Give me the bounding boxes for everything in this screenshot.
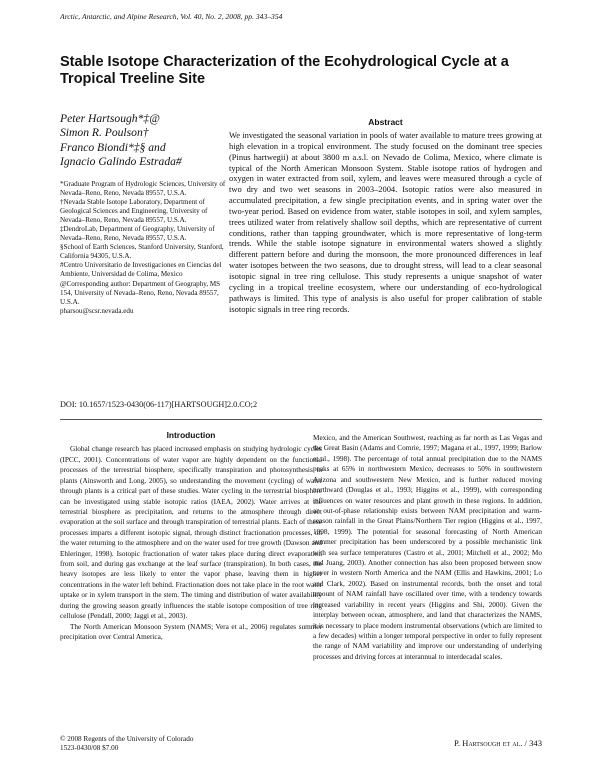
issn-line: 1523-0430/08 $7.00: [60, 743, 119, 752]
abstract-section: [229, 117, 542, 314]
footer-copyright: [60, 735, 193, 752]
copyright-line: © 2008 Regents of the University of Colorado: [60, 735, 194, 743]
journal-citation: Arctic, Antarctic, and Alpine Research, Vol. 40, No. 2, 2008, pp. 343–354: [60, 12, 283, 21]
page-number-label: P. Hartsough et al. / 343: [454, 738, 542, 748]
affiliation: *Graduate Program of Hydrologic Sciences, University of Nevada–Reno, Reno, Nevada 89557, U.S.A.: [60, 180, 226, 198]
affiliation: ‡DendroLab, Department of Geography, University of Nevada–Reno, Reno, Nevada 89557, U.S.A.: [60, 225, 215, 243]
affiliation-list: [60, 180, 226, 316]
doi-line: DOI: 10.1657/1523-0430(06-117)[HARTSOUGH]2.0.CO;2: [60, 400, 258, 409]
body-paragraph: Global change research has placed increased emphasis on studying hydrologic cycles (IPCC, 2001). Concentrations of water vapor are highly dependent on the functional processes of the terrestrial biosphere, specifically transpiration and photosynthesis in plants (Ainsworth and Long, 2005), so understanding the movement (cycling) of water through plants is a critical part of these studies. Water cycling in the terrestrial biosphere can be investigated using stable isotopic ratios (IAEA, 2002). Water arrives at the terrestrial biosphere as precipitation, and returns to the atmosphere through direct evaporation at the soil surface and through transpiration of terrestrial plants. Each of these processes imparts a different isotopic signal, through distinct fractionation processes, on the water returning to the atmosphere and on the water used for tree growth (Dawson and Ehleringer, 1998). Isotopic fractionation of water takes place during direct evaporation from soil, and during gas exchange at the leaf surface (transpiration). In both cases, the heavy isotopes are less likely to enter the vapor phase, leaving them in higher concentrations in the water left behind. Fractionation does not take place in the root water uptake or in xylem transport in the stem. The timing and distribution of water availability during the growing season greatly influences the stable isotope composition of tree ring cellulose (Pendall, 2000; Jaggi et al., 2003).: [60, 445, 322, 621]
body-paragraph: Mexico, and the American Southwest, reaching as far north as Las Vegas and the Great Basin (Adams and Comrie, 1997; Magana et al., 1997, 1999; Barlow et al., 1998). The percentage of total annual precipitation due to the NAMS peaks at 65% in northwestern Mexico, decreases to 50% in southwestern Arizona and southwestern New Mexico, and is further reduced moving northward (Douglas et al., 1993; Higgins et al., 1999), with corresponding influences on water resources and plant growth in these regions. In addition, an out-of-phase relationship exists between NAM precipitation and warm-season rainfall in the Great Plains/Northern Tier region (Higgins et al., 1997, 1998, 1999). The potential for seasonal forecasting of North American summer precipitation has been underscored by a possible mechanistic link with sea surface temperatures (Castro et al., 2001; Mitchell et al., 2002; Mo and Juang, 2003). Another connection has also been proposed between snow cover in western North America and the NAM (Ellis and Hawkins, 2001; Lo and Clark, 2002). Based on instrumental records, both the onset and total amount of NAM rainfall have oscillated over time, with a tendency towards increased variability in recent years (Higgins and Shi, 2000). Given the interplay between ocean, atmosphere, and land that characterizes the NAMS, it is necessary to place modern instrumental observations (which are limited to a few decades) within a longer temporal perspective in order to fully represent the range of NAM variability and improve our understanding of underlying processes and driving forces at interannual to interdecadal scales.: [313, 434, 542, 661]
affiliation: §School of Earth Sciences, Stanford University, Stanford, California 94305, U.S.A.: [60, 243, 224, 261]
left-column: [60, 430, 322, 642]
introduction-heading: Introduction: [166, 430, 216, 440]
author-name: Peter Hartsough*‡@: [60, 112, 160, 125]
abstract-body: We investigated the seasonal variation in pools of water available to mature trees growing at high elevation in a tropical environment. The study focused on the dominant tree species (Pinus hartwegii) at about 3800 m a.s.l. on Nevado de Colima, Mexico, where climate is typical of the North American Monsoon System. Stable isotope ratios of hydrogen and oxygen in water extracted from soil, xylem, and leaves were measured through a cycle of two dry and two wet seasons in 2003–2004. Isotopic ratios were also measured in accumulated precipitation, a few single precipitation events, and in spring water over the two-year period. Based on evidence from water, stable isotopes in soil, and xylem samples, trees utilized water from relatively shallow soil depths, which are representative of current conditions, rather than tapping groundwater, which is more representative of long-term trends. While the stable isotope signature in environmental waters showed a slightly different pattern before and during the monsoon, the more pronounced differences in leaf water isotopes between the two seasons, due to drought stress, will lead to a clear seasonal isotopic signal in tree ring cellulose. This study represents a unique snapshot of water cycling in a tropical treeline ecosystem, where our understanding of eco-hydrological pathways is limited. This type of analysis is also useful for proper calibration of stable isotopic signals in tree ring records.: [229, 130, 542, 314]
author-name: Franco Biondi*‡§ and: [60, 140, 166, 154]
affiliation: #Centro Universitario de Investigaciones en Ciencias del Ambiente, Universidad de Colima, Mexico: [60, 261, 222, 279]
author-email: pharsou@scsr.nevada.edu: [60, 306, 134, 315]
abstract-heading: Abstract: [368, 117, 403, 127]
author-name: Ignacio Galindo Estrada#: [60, 155, 182, 169]
body-paragraph: The North American Monsoon System (NAMS; Vera et al., 2006) regulates summer precipitation over Central America,: [60, 622, 322, 642]
affiliation: †Nevada Stable Isotope Laboratory, Department of Geological Sciences and Engineering, University of Nevada–Reno, Reno, Nevada 89557, U.S.A.: [60, 198, 208, 225]
paper-title: Stable Isotope Characterization of the Ecohydrological Cycle at a Tropical Treeline Site: [60, 54, 509, 87]
section-divider: [60, 419, 542, 420]
right-column: [313, 433, 542, 662]
affiliation: @Corresponding author: Department of Geography, MS 154, University of Nevada–Reno, Reno, Nevada 89557, U.S.A.: [60, 279, 221, 306]
author-name: Simon R. Poulson†: [60, 126, 149, 140]
author-list: [60, 112, 220, 170]
